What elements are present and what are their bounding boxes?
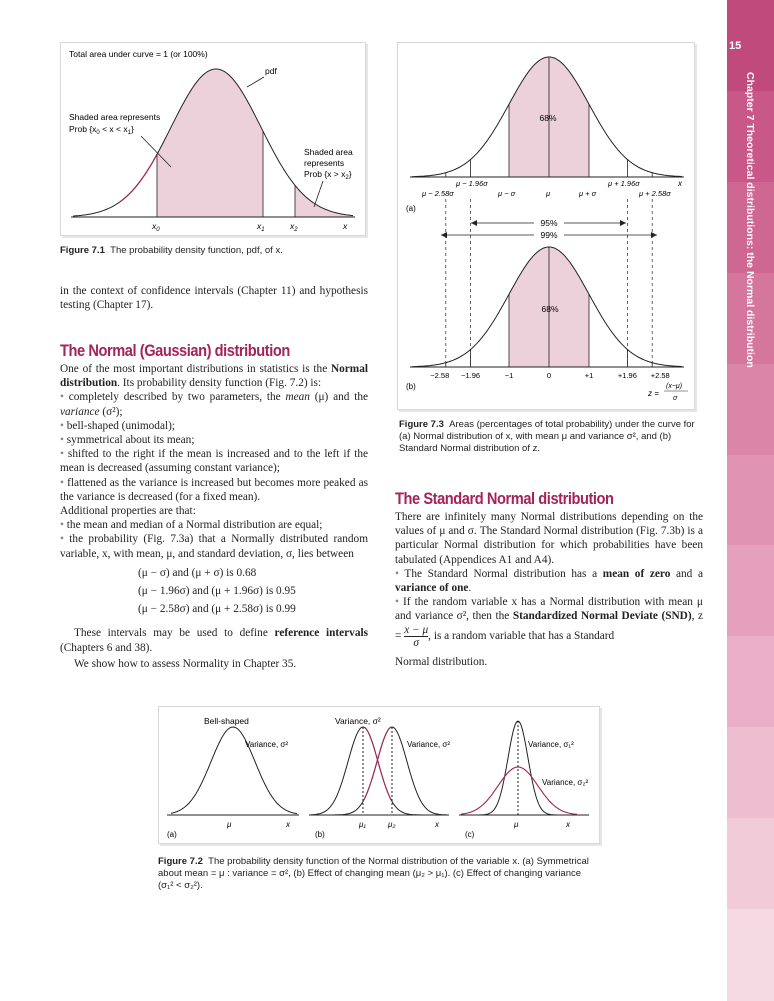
chapter-title: Chapter 7 Theoretical distributions: the Normal distribution [744,72,756,368]
figure-7-1-plot [61,43,365,235]
normal-intro: One of the most important distributions in statistics is the Normal distribution. Its probability density function (Fig. 7.2) is: [60,363,368,390]
standard-bullet-2: • If the random variable x has a Normal distribution with mean μ and variance σ², then the Standardized Normal Deviate (SND), z = $\frac{x - \mu}{\sigma}$ , is a random variable that has a Standard [395,595,703,648]
sidebar-stripe [727,909,774,1001]
reference-intervals-paragraph: These intervals may be used to define reference intervals (Chapters 6 and 38). [60,627,368,654]
panel-b-68-label: 68% [541,304,559,314]
panel-c-variance-2: Variance, σ₂² [542,778,589,787]
panel-c-label: (c) [465,830,475,839]
x0-tick-label: $x_0$ [152,221,160,233]
pdf-arrow [247,77,264,87]
panel-a-label: (a) [406,204,416,213]
tail-label-1: Shaded area [304,147,353,157]
normality-paragraph: We show how to assess Normality in Chapter 35. [74,657,297,670]
z-denominator: σ [673,395,678,402]
interval-eq-2: (μ − 1.96σ) and (μ + 1.96σ) is 0.95 [138,585,296,598]
property-bullet-5: • flattened as the variance is increased but becomes more peaked as the variance is decreased (for a fixed mean). [60,476,368,504]
panel-b-label: (b) [406,382,416,391]
shaded-region-x0-x1 [157,69,263,217]
additional-properties: Additional properties are that: [60,505,196,518]
z-tick-label: +1.96 [617,371,637,380]
normal-distribution-heading: The Normal (Gaussian) distribution [60,341,290,360]
panel-b-label: (b) [315,830,325,839]
shaded-area-label-1: Shaded area represents [69,112,161,122]
panel-b-x: x [435,820,439,829]
mu-plus-196-label: μ + 1.96σ [608,179,640,188]
x-axis-label: x [343,221,348,231]
figure-7-1 [60,42,366,236]
panel-b-variance-top: Variance, σ² [335,716,381,726]
panel-c-wide-curve [461,767,577,814]
figure-7-2-caption: Figure 7.2 The probability density function of the Normal distribution of the variable x. (a) Symmetrical about mean = μ : variance = σ², (b) Effect of changing mean (μ₂ > μ₁). (c) Effect of changing variance (σ₁² < σ₂²). [158,856,589,891]
normal-distribution-body [60,362,368,671]
mu-plus-258-label: μ + 2.58σ [639,189,671,198]
property-bullet-2: • bell-shaped (unimodal); [60,419,368,433]
z-tick-label: −1 [504,371,514,380]
shaded-area-label-2: Prob $\{x_0 < x < x_1\}$ [69,124,134,136]
sidebar-stripe [727,727,774,819]
chapter-side-tab [740,72,760,368]
mu-minus-258-label: μ − 2.58σ [422,189,454,198]
panel-a-mu: μ [227,820,232,829]
property-bullet-3: • symmetrical about its mean; [60,433,368,447]
pdf-label: pdf [265,66,277,76]
panel-c-narrow-curve [477,721,559,815]
property-bullet-4: • shifted to the right if the mean is increased and to the left if the mean is decreased (assuming constant variance); [60,447,368,475]
figure-7-3-caption: Figure 7.3 Areas (percentages of total probability) under the curve for (a) Normal distribution of x, with mean μ and variance σ², and (b) Standard Normal distribution of z. [399,419,695,454]
mu-plus-sigma-label: μ + σ [579,189,597,198]
z-numerator: (x−μ) [666,383,683,390]
sidebar-stripe [727,636,774,728]
z-tick-label: 0 [546,371,552,380]
interval-eq-3: (μ − 2.58σ) and (μ + 2.58σ) is 0.99 [138,603,296,616]
standard-bullet-2-end: Normal distribution. [395,655,488,668]
z-tick-label: −2.58 [430,371,450,380]
tail-label-3: Prob $\{x > x_2\}$ [304,169,352,181]
panel-b-overlap-highlight [363,727,392,801]
panel-a-variance: Variance, σ² [245,740,289,749]
x2-tick-label: $x_2$ [290,221,298,233]
sidebar-stripe [727,364,774,456]
property-bullet-6: • the mean and median of a Normal distribution are equal; [60,518,368,532]
panel-a-x: x [286,820,290,829]
panel-c-variance-1: Variance, σ₁² [528,740,574,749]
panel-c-x: x [566,820,570,829]
panel-b-variance: Variance, σ² [407,740,451,749]
panel-b-mu1: μ₁ [359,820,366,829]
page-number: 15 [729,40,742,52]
property-bullet-7: • the probability (Fig. 7.3a) that a Normally distributed random variable, x, with mean, μ, and standard deviation, σ, lies between [60,532,368,560]
figure-7-3 [397,42,695,410]
tail-label-2: represents [304,158,345,168]
figure-7-1-caption: Figure 7.1 The probability density function, pdf, of x. [60,245,283,256]
pdf-curve-highlight [121,154,157,201]
snd-fraction: $\frac{x - \mu}{\sigma}$ [404,623,429,649]
99-label: 99% [540,230,558,240]
mu-minus-sigma-label: μ − σ [498,189,516,198]
sidebar-stripe [727,818,774,910]
z-equals: z = [648,389,659,398]
z-tick-label: −1.96 [461,371,481,380]
mu-minus-196-label: μ − 1.96σ [456,179,488,188]
total-area-label: Total area under curve = 1 (or 100%) [69,49,208,59]
standard-normal-intro: There are infinitely many Normal distributions depending on the values of μ and σ. The Standard Normal distribution (Fig. 7.3b) is a particular Normal distribution for which probabilities have been tabulated (Appendices A1 and A4). [395,511,703,566]
figure-7-2 [158,706,600,844]
z-tick-label: +2.58 [650,371,670,380]
figure-7-2-plot [159,707,599,843]
panel-a-label: (a) [167,830,177,839]
panel-b-tick-labels [430,371,669,380]
sidebar-stripe [727,545,774,637]
figure-7-3-plot [398,43,694,409]
panel-a-x-label: x [678,179,682,188]
bell-shaped-label: Bell-shaped [204,716,249,726]
shaded-region-x2-tail [295,185,353,217]
panel-c-mu: μ [514,820,519,829]
standard-normal-heading: The Standard Normal distribution [395,489,614,508]
z-tick-label: +1 [584,371,594,380]
interval-eq-1: (μ − σ) and (μ + σ) is 0.68 [138,566,257,579]
sidebar-stripe [727,455,774,547]
tail-arrow [314,181,323,207]
95-label: 95% [540,218,558,228]
standard-normal-body [395,510,703,669]
standard-bullet-1: • The Standard Normal distribution has a mean of zero and a variance of one. [395,567,703,595]
panel-a-68-label: 68% [539,113,557,123]
mu-label: μ [545,189,551,198]
x1-tick-label: $x_1$ [257,221,265,233]
intro-paragraph: in the context of confidence intervals (Chapter 11) and hypothesis testing (Chapter 17). [60,285,368,312]
panel-b-mu2: μ₂ [388,820,396,829]
property-bullet-1: • completely described by two parameters, the mean (μ) and the variance (σ²); [60,390,368,418]
left-column [60,284,368,312]
